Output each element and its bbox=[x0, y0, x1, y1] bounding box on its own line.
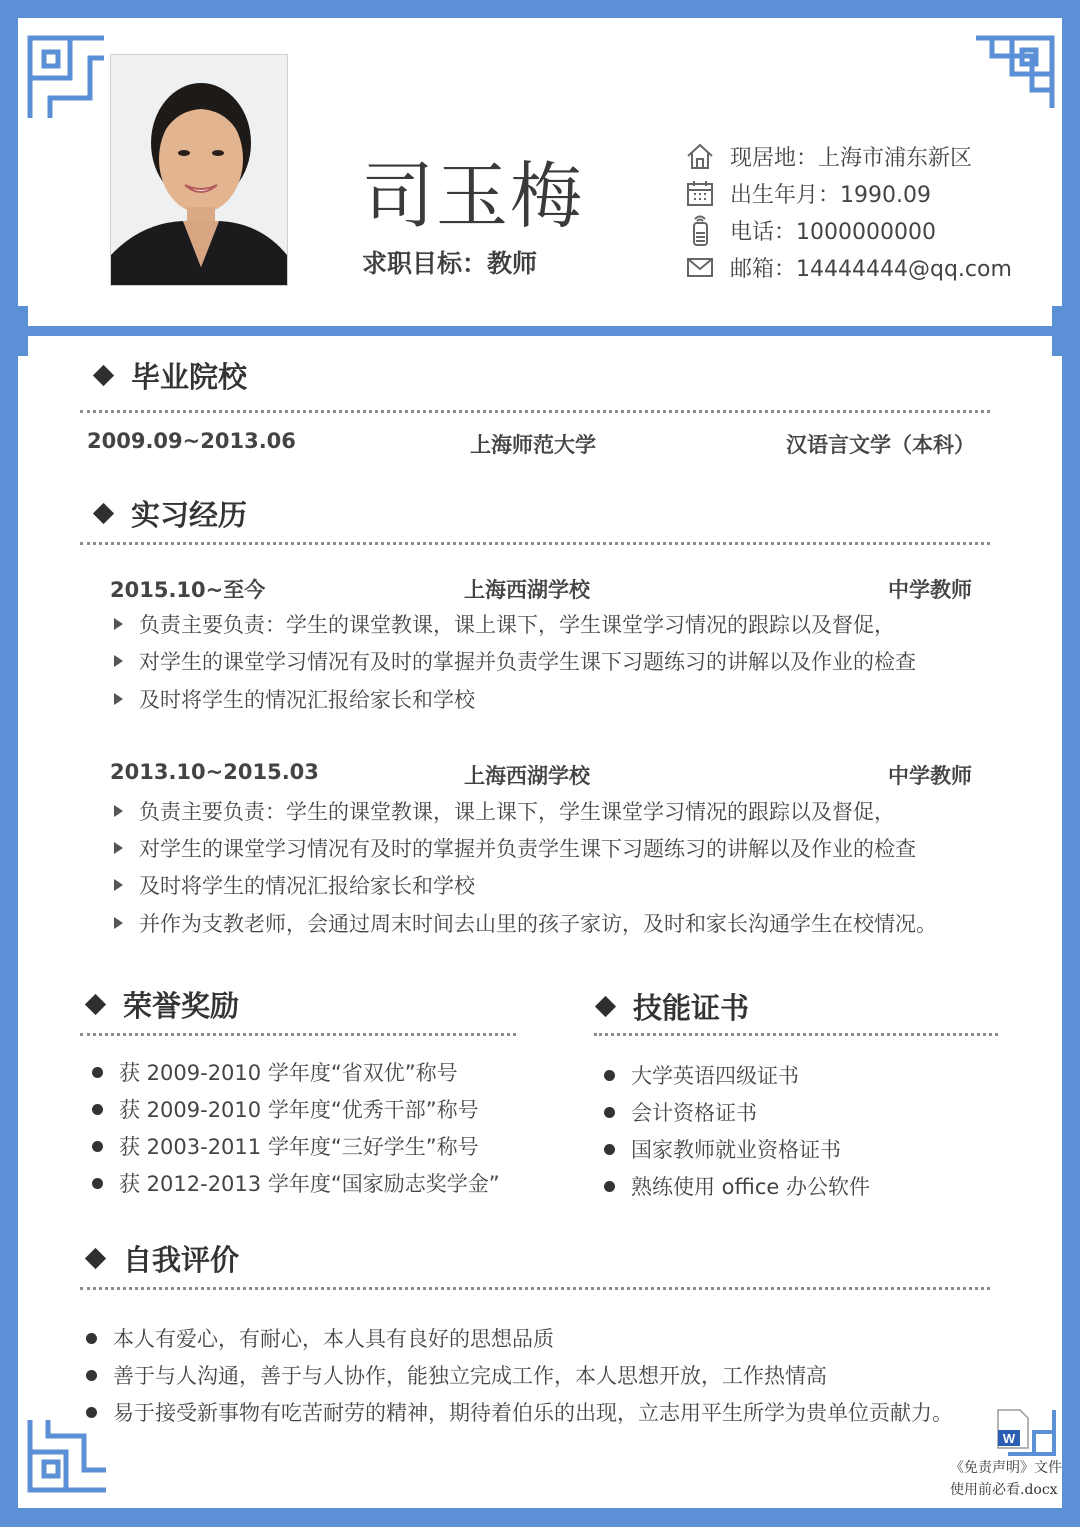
divider bbox=[80, 1033, 516, 1036]
filename-line-1: 《免责声明》文件 bbox=[950, 1460, 1062, 1476]
dot-bullet-icon bbox=[86, 1333, 97, 1344]
job-objective: 求职目标：教师 bbox=[362, 249, 538, 278]
attachment-filename[interactable] bbox=[950, 1457, 1062, 1501]
skill-item: 会计资格证书 bbox=[600, 1096, 757, 1128]
job-role: 中学教师 bbox=[888, 764, 972, 788]
job-org: 上海西湖学校 bbox=[464, 764, 590, 788]
section-title-skills: 技能证书 bbox=[594, 986, 749, 1027]
profile-photo bbox=[110, 54, 288, 286]
education-period: 2009.09~2013.06 bbox=[87, 429, 296, 453]
self-eval-item: 本人有爱心，有耐心，本人具有良好的思想品质 bbox=[82, 1322, 554, 1354]
section-title-internship: 实习经历 bbox=[92, 493, 247, 534]
contact-birth bbox=[684, 177, 931, 209]
section-title-self-eval: 自我评价 bbox=[84, 1238, 239, 1279]
honor-item: 获 2009-2010 学年度“省双优”称号 bbox=[88, 1056, 458, 1088]
word-document-icon[interactable] bbox=[996, 1408, 1030, 1450]
filename-line-2: 使用前必看.docx bbox=[950, 1482, 1058, 1498]
duty-item: 负责主要负责：学生的课堂教课，课上课下，学生课堂学习情况的跟踪以及督促， bbox=[110, 608, 895, 640]
self-eval-item: 易于接受新事物有吃苦耐劳的精神，期待着伯乐的出现，立志用平生所学为贵单位贡献力。 bbox=[82, 1396, 953, 1428]
honor-item: 获 2003-2011 学年度“三好学生”称号 bbox=[88, 1130, 479, 1162]
skill-item: 大学英语四级证书 bbox=[600, 1059, 799, 1091]
job-period: 2015.10~至今 bbox=[110, 578, 266, 602]
arrow-bullet-icon bbox=[114, 618, 123, 630]
home-icon bbox=[684, 140, 716, 172]
arrow-bullet-icon bbox=[114, 842, 123, 854]
arrow-bullet-icon bbox=[114, 917, 123, 929]
duty-item: 及时将学生的情况汇报给家长和学校 bbox=[110, 869, 475, 901]
arrow-bullet-icon bbox=[114, 655, 123, 667]
arrow-bullet-icon bbox=[114, 693, 123, 705]
contact-address bbox=[684, 140, 972, 172]
divider bbox=[80, 542, 990, 545]
dot-bullet-icon bbox=[604, 1181, 615, 1192]
dot-bullet-icon bbox=[604, 1144, 615, 1155]
arrow-bullet-icon bbox=[114, 805, 123, 817]
diamond-icon bbox=[85, 1248, 106, 1269]
duty-item: 及时将学生的情况汇报给家长和学校 bbox=[110, 683, 475, 715]
candidate-name: 司玉梅 bbox=[362, 154, 585, 238]
honor-item: 获 2012-2013 学年度“国家励志奖学金” bbox=[88, 1167, 500, 1199]
calendar-icon bbox=[684, 177, 716, 209]
frame-notch-right bbox=[1052, 306, 1062, 356]
dot-bullet-icon bbox=[92, 1178, 103, 1189]
divider bbox=[594, 1033, 998, 1036]
dot-bullet-icon bbox=[86, 1370, 97, 1381]
contact-email bbox=[684, 251, 1012, 283]
birth-text: 出生年月：1990.09 bbox=[730, 182, 931, 208]
email-text: 邮箱：14444444@qq.com bbox=[730, 256, 1012, 282]
mail-icon bbox=[684, 251, 716, 283]
section-title-education: 毕业院校 bbox=[92, 355, 247, 396]
divider bbox=[80, 1287, 990, 1290]
job-org: 上海西湖学校 bbox=[464, 578, 590, 602]
diamond-icon bbox=[93, 503, 114, 524]
dot-bullet-icon bbox=[92, 1141, 103, 1152]
corner-ornament-top-left bbox=[26, 34, 108, 120]
corner-ornament-bottom-left bbox=[26, 1418, 108, 1494]
address-text: 现居地：上海市浦东新区 bbox=[730, 145, 973, 171]
arrow-bullet-icon bbox=[114, 879, 123, 891]
skill-item: 熟练使用 office 办公软件 bbox=[600, 1170, 870, 1202]
duty-item: 对学生的课堂学习情况有及时的掌握并负责学生课下习题练习的讲解以及作业的检查 bbox=[110, 832, 916, 864]
frame-notch-left bbox=[18, 306, 28, 356]
dot-bullet-icon bbox=[604, 1070, 615, 1081]
dot-bullet-icon bbox=[92, 1067, 103, 1078]
duty-item: 并作为支教老师，会通过周末时间去山里的孩子家访，及时和家长沟通学生在校情况。 bbox=[110, 907, 937, 939]
honor-item: 获 2009-2010 学年度“优秀干部”称号 bbox=[88, 1093, 479, 1125]
job-role: 中学教师 bbox=[888, 578, 972, 602]
section-title-honors: 荣誉奖励 bbox=[84, 984, 239, 1025]
duty-item: 负责主要负责：学生的课堂教课，课上课下，学生课堂学习情况的跟踪以及督促， bbox=[110, 795, 895, 827]
diamond-icon bbox=[595, 996, 616, 1017]
contact-phone bbox=[684, 214, 936, 246]
corner-ornament-top-right bbox=[974, 34, 1056, 110]
dot-bullet-icon bbox=[92, 1104, 103, 1115]
self-eval-item: 善于与人沟通，善于与人协作，能独立完成工作，本人思想开放，工作热情高 bbox=[82, 1359, 827, 1391]
diamond-icon bbox=[85, 994, 106, 1015]
dot-bullet-icon bbox=[604, 1107, 615, 1118]
phone-text: 电话：1000000000 bbox=[730, 219, 936, 245]
phone-icon bbox=[684, 214, 716, 246]
skill-item: 国家教师就业资格证书 bbox=[600, 1133, 841, 1165]
education-major: 汉语言文学（本科） bbox=[786, 433, 975, 457]
education-school: 上海师范大学 bbox=[470, 433, 596, 457]
duty-item: 对学生的课堂学习情况有及时的掌握并负责学生课下习题练习的讲解以及作业的检查 bbox=[110, 645, 916, 677]
diamond-icon bbox=[93, 365, 114, 386]
job-period: 2013.10~2015.03 bbox=[110, 760, 319, 784]
dot-bullet-icon bbox=[86, 1407, 97, 1418]
divider bbox=[80, 410, 990, 413]
word-letter: W bbox=[1002, 1431, 1016, 1446]
